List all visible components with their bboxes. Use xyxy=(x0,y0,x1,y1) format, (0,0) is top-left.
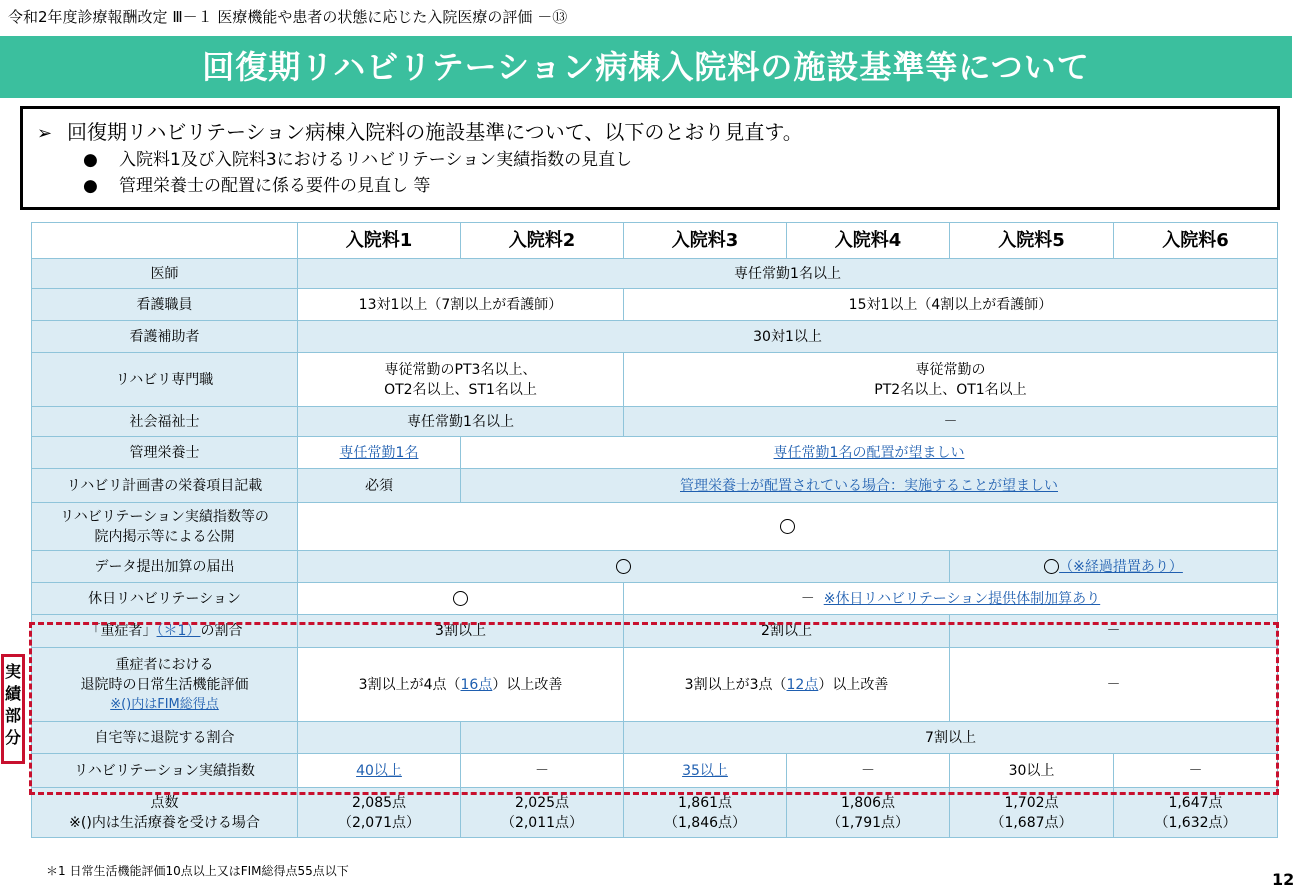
header-corner xyxy=(32,223,298,259)
table-row xyxy=(32,648,1278,722)
table-cell: － xyxy=(950,615,1278,648)
column-header: 入院料6 xyxy=(1114,223,1278,259)
row-label xyxy=(32,648,298,722)
performance-side-label xyxy=(1,654,25,764)
row-label: 看護職員 xyxy=(32,289,298,321)
row-label xyxy=(32,503,298,551)
summary-box xyxy=(20,106,1280,210)
cell-part: ）以上改善 xyxy=(492,676,563,693)
column-header: 入院料4 xyxy=(787,223,950,259)
table-cell: 2割以上 xyxy=(624,615,950,648)
table-row xyxy=(32,788,1278,838)
table-cell: － xyxy=(787,754,950,788)
table-cell xyxy=(950,788,1114,838)
link-text[interactable]: 35以上 xyxy=(682,762,728,779)
row-label: 社会福祉士 xyxy=(32,407,298,437)
table-cell xyxy=(624,583,1278,615)
table-cell xyxy=(298,437,461,469)
label-note-link[interactable]: ※()内はFIM総得点 xyxy=(110,696,219,712)
table-row xyxy=(32,551,1278,583)
table-row xyxy=(32,407,1278,437)
label-line: 点数 xyxy=(150,794,179,811)
table-cell: 7割以上 xyxy=(624,722,1278,754)
summary-bullet xyxy=(37,147,1263,173)
table-cell xyxy=(298,353,624,407)
table-cell: 専任常勤1名以上 xyxy=(298,407,624,437)
table-cell xyxy=(461,469,1278,503)
label-line: 退院時の日常生活機能評価 xyxy=(80,676,249,693)
link-text[interactable]: 専任常勤1名 xyxy=(339,444,419,461)
link-text[interactable]: 16点 xyxy=(460,676,493,693)
table-cell: 3割以上 xyxy=(298,615,624,648)
table-row xyxy=(32,615,1278,648)
points-sub: （1,687点） xyxy=(990,814,1073,831)
arrow-icon: ➢ xyxy=(37,123,53,144)
link-text[interactable]: 12点 xyxy=(786,676,819,693)
cell-part: 3割以上が4点（ xyxy=(358,676,461,693)
table-cell xyxy=(298,583,624,615)
link-text[interactable]: （※経過措置あり） xyxy=(1059,558,1183,575)
table-cell: － xyxy=(950,648,1278,722)
table-row xyxy=(32,353,1278,407)
circle-mark-icon xyxy=(616,559,631,574)
column-header: 入院料5 xyxy=(950,223,1114,259)
table-cell: － xyxy=(461,754,624,788)
table-row xyxy=(32,583,1278,615)
cell-line: OT2名以上、ST1名以上 xyxy=(384,381,537,398)
label-part: の割合 xyxy=(200,623,243,639)
table-row xyxy=(32,503,1278,551)
table-row xyxy=(32,754,1278,788)
header-breadcrumb: 令和2年度診療報酬改定 Ⅲ－１ 医療機能や患者の状態に応じた入院医療の評価 －⑬ xyxy=(8,8,568,26)
row-label: リハビリ計画書の栄養項目記載 xyxy=(32,469,298,503)
table-cell xyxy=(461,437,1278,469)
summary-bullet xyxy=(37,173,1263,199)
points-value: 1,647点 xyxy=(1168,794,1223,811)
link-text[interactable]: 40以上 xyxy=(356,762,402,779)
row-label: 休日リハビリテーション xyxy=(32,583,298,615)
link-text[interactable]: 専任常勤1名の配置が望ましい xyxy=(773,444,965,461)
table-cell xyxy=(298,722,461,754)
criteria-table xyxy=(31,222,1278,838)
cell-line: 専従常勤の xyxy=(915,361,986,378)
summary-main xyxy=(37,119,1263,147)
summary-main-text: 回復期リハビリテーション病棟入院料の施設基準について、以下のとおり見直す。 xyxy=(67,120,803,144)
circle-mark-icon xyxy=(1044,559,1059,574)
points-value: 1,861点 xyxy=(677,794,733,811)
table-cell: － xyxy=(624,407,1278,437)
table-header-row xyxy=(32,223,1278,259)
table-cell xyxy=(787,788,950,838)
row-label xyxy=(32,788,298,838)
link-text[interactable]: 管理栄養士が配置されている場合：実施することが望ましい xyxy=(680,477,1058,494)
circle-mark-icon xyxy=(780,519,795,534)
row-label: リハビリ専門職 xyxy=(32,353,298,407)
label-line: 院内掲示等による公開 xyxy=(94,528,235,545)
column-header: 入院料2 xyxy=(461,223,624,259)
bullet-text: 管理栄養士の配置に係る要件の見直し 等 xyxy=(119,176,431,196)
column-header: 入院料3 xyxy=(624,223,787,259)
column-header: 入院料1 xyxy=(298,223,461,259)
table-cell xyxy=(298,754,461,788)
page-number: 12 xyxy=(1272,870,1294,889)
row-label: 医師 xyxy=(32,259,298,289)
row-label: 管理栄養士 xyxy=(32,437,298,469)
table-cell xyxy=(298,788,461,838)
points-value: 1,702点 xyxy=(1004,794,1059,811)
label-line: 重症者における xyxy=(115,656,214,673)
table-cell xyxy=(461,788,624,838)
label-line: ※()内は生活療養を受ける場合 xyxy=(69,814,260,831)
table-cell: － xyxy=(1114,754,1278,788)
points-value: 1,806点 xyxy=(840,794,896,811)
table-cell xyxy=(298,648,624,722)
row-label: リハビリテーション実績指数 xyxy=(32,754,298,788)
points-value: 2,025点 xyxy=(514,794,570,811)
cell-dash: － xyxy=(800,590,815,607)
table-cell: 必須 xyxy=(298,469,461,503)
cell-part: ）以上改善 xyxy=(818,676,889,693)
cell-line: PT2名以上、OT1名以上 xyxy=(874,381,1027,398)
bullet-text: 入院料1及び入院料3におけるリハビリテーション実績指数の見直し xyxy=(119,150,633,170)
row-label: 自宅等に退院する割合 xyxy=(32,722,298,754)
table-cell: 30以上 xyxy=(950,754,1114,788)
row-label: データ提出加算の届出 xyxy=(32,551,298,583)
table-cell xyxy=(298,503,1278,551)
table-cell xyxy=(624,788,787,838)
points-value: 2,085点 xyxy=(351,794,407,811)
table-cell: 13対1以上（7割以上が看護師） xyxy=(298,289,624,321)
table-cell xyxy=(298,551,950,583)
footnote: ＊1 日常生活機能評価10点以上又はFIM総得点55点以下 xyxy=(46,864,349,878)
points-sub: （1,632点） xyxy=(1154,814,1237,831)
table-cell xyxy=(624,353,1278,407)
table-cell xyxy=(624,648,950,722)
label-part: 「重症者」 xyxy=(86,623,157,639)
bullet-icon: ● xyxy=(83,176,98,196)
row-label: 看護補助者 xyxy=(32,321,298,353)
label-line: リハビリテーション実績指数等の xyxy=(60,508,269,525)
table-cell xyxy=(461,722,624,754)
points-sub: （2,011点） xyxy=(500,814,584,831)
table-cell xyxy=(1114,788,1278,838)
table-row xyxy=(32,259,1278,289)
cell-part: 3割以上が3点（ xyxy=(684,676,787,693)
circle-mark-icon xyxy=(453,591,468,606)
table-row xyxy=(32,321,1278,353)
row-label xyxy=(32,615,298,648)
table-cell xyxy=(950,551,1278,583)
table-cell: 15対1以上（4割以上が看護師） xyxy=(624,289,1278,321)
footnote-link[interactable]: （＊1） xyxy=(156,623,201,639)
points-sub: （1,791点） xyxy=(826,814,910,831)
table-cell: 専任常勤1名以上 xyxy=(298,259,1278,289)
side-label-text: 実績部分 xyxy=(4,662,21,747)
table-row xyxy=(32,469,1278,503)
table-row xyxy=(32,722,1278,754)
points-sub: （1,846点） xyxy=(663,814,747,831)
table-row xyxy=(32,437,1278,469)
table-cell: 30対1以上 xyxy=(298,321,1278,353)
points-sub: （2,071点） xyxy=(337,814,421,831)
cell-line: 専従常勤のPT3名以上、 xyxy=(384,361,537,378)
bullet-icon: ● xyxy=(83,150,98,170)
table-row xyxy=(32,289,1278,321)
page-title: 回復期リハビリテーション病棟入院料の施設基準等について xyxy=(0,36,1292,98)
link-text[interactable]: ※休日リハビリテーション提供体制加算あり xyxy=(823,590,1101,607)
table-cell xyxy=(624,754,787,788)
